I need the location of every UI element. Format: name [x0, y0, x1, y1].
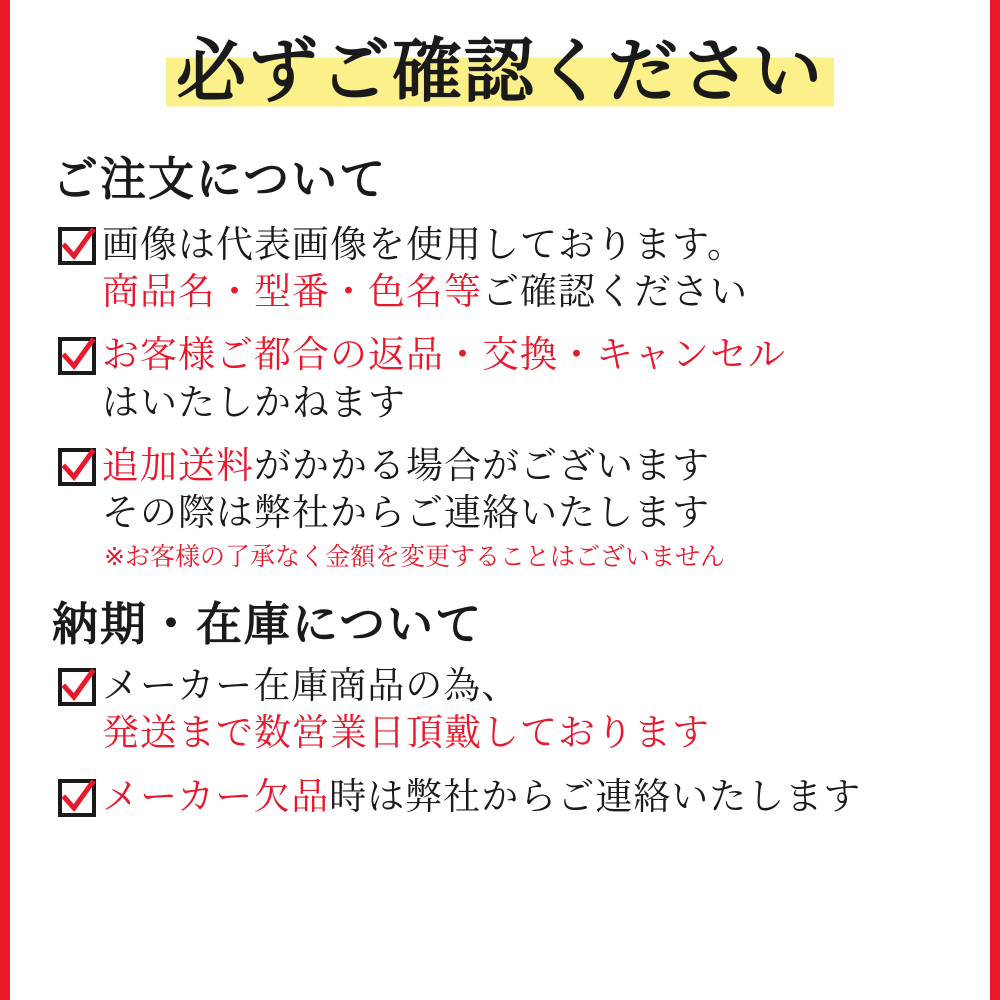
- checkbox-checked-icon: [58, 448, 96, 486]
- text-segment: メーカー在庫商品の為、: [102, 664, 520, 706]
- section-heading-delivery: 納期・在庫について: [52, 598, 484, 651]
- text-segment-emphasis: 商品名・型番・色名等: [102, 270, 482, 312]
- text-line: [102, 662, 962, 709]
- text-segment-emphasis: メーカー欠品: [102, 775, 330, 817]
- page-title-wrapper: [38, 34, 962, 112]
- list-item: [58, 331, 962, 426]
- checkbox-checked-icon: [58, 227, 96, 265]
- text-segment: 画像は代表画像を使用しております。: [102, 223, 746, 265]
- text-segment-emphasis: お客様ご都合の返品・交換・キャンセル: [102, 334, 786, 376]
- list-item: [58, 773, 962, 820]
- text-line: [102, 379, 962, 426]
- section-heading-orders: ご注文について: [52, 153, 388, 205]
- list-item-text: [102, 331, 962, 426]
- text-segment: はいたしかねます: [102, 381, 406, 423]
- list-item-text: [102, 442, 962, 573]
- list-item-text: [102, 773, 962, 820]
- text-segment-emphasis: 発送まで数営業日頂戴しております: [102, 712, 710, 754]
- text-segment: 時は弊社からご連絡いたします: [329, 775, 862, 817]
- text-line: [102, 268, 962, 315]
- list-item: [58, 662, 962, 757]
- text-segment: その際は弊社からご連絡いたします: [102, 492, 710, 534]
- checkbox-checked-icon: [58, 668, 96, 706]
- text-line: [102, 442, 962, 489]
- text-segment-emphasis: 追加送料: [102, 445, 254, 487]
- text-segment: ご確認ください: [482, 270, 748, 312]
- text-line: [102, 221, 962, 268]
- text-line: [102, 489, 962, 536]
- text-segment: がかかる場合がございます: [254, 445, 710, 487]
- checkbox-checked-icon: [58, 337, 96, 375]
- list-item-text: [102, 221, 962, 316]
- notice-content: [10, 0, 990, 1000]
- list-item: [58, 221, 962, 316]
- text-line: [102, 709, 962, 756]
- checkbox-checked-icon: [58, 779, 96, 817]
- list-item: [58, 442, 962, 573]
- list-item-note: ※お客様の了承なく金額を変更することはございません: [104, 542, 725, 571]
- text-line: [102, 331, 962, 378]
- list-item-text: [102, 662, 962, 757]
- text-line: [102, 773, 962, 820]
- page-title: 必ずご確認ください: [166, 34, 834, 112]
